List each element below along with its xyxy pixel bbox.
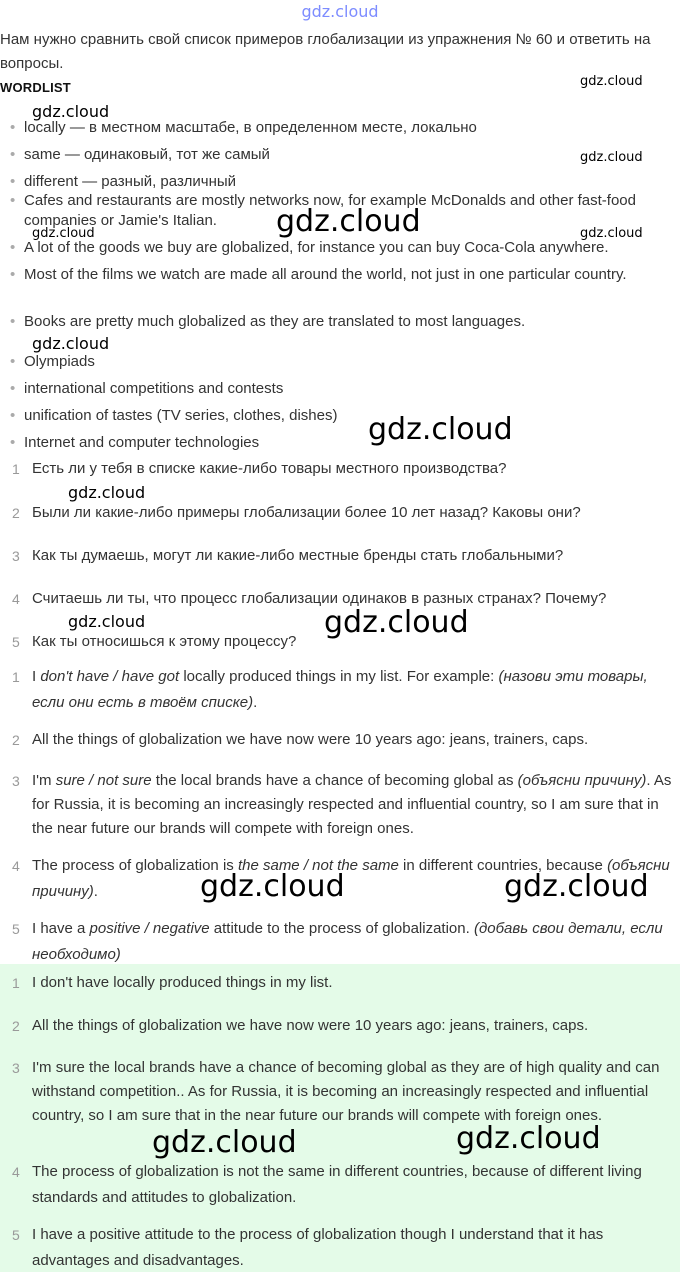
answer-item: 4 The process of globalization is not the same in different countries, because of different living standards and attitudes to globalization. <box>12 1163 642 1206</box>
template-item: 2 All the things of globalization we have now were 10 years ago: jeans, trainers, caps. <box>12 731 589 748</box>
wordlist-item: • same — одинаковый, тот же самый <box>10 146 270 163</box>
watermark: gdz.cloud <box>580 226 643 241</box>
wordlist-item: • Cafes and restaurants are mostly networks now, for example McDonalds and other fast-food companies or Jamie's Italian. <box>10 192 636 229</box>
watermark: gdz.cloud <box>200 869 345 904</box>
answer-item: 2 All the things of globalization we have now were 10 years ago: jeans, trainers, caps. <box>12 1017 589 1034</box>
template-item: 1 I don't have / have got locally produced things in my list. For example: (назови эти товары, если они есть в твоём списке). <box>12 668 648 711</box>
wordlist-item: • Olympiads <box>10 353 95 370</box>
question-item: 4 Считаешь ли ты, что процесс глобализации одинаков в разных странах? Почему? <box>12 590 607 607</box>
question-item: 2 Были ли какие-либо примеры глобализации более 10 лет назад? Каковы они? <box>12 504 581 521</box>
watermark: gdz.cloud <box>580 74 643 89</box>
watermark: gdz.cloud <box>32 226 95 241</box>
wordlist-item: • A lot of the goods we buy are globalized, for instance you can buy Coca-Cola anywhere. <box>10 239 609 256</box>
answers-block <box>0 964 680 1272</box>
template-item: 4 The process of globalization is the same / not the same in different countries, because (объясни причину). <box>12 857 670 900</box>
answer-item: 3 I'm sure the local brands have a chance of becoming global as they are of high quality and can withstand competition.. As for Russia, it is becoming an increasingly respected and influential country, so I am sure that in the near future our brands will compete with foreign ones. <box>12 1059 660 1124</box>
wordlist-item: • different — разный, различный <box>10 173 237 190</box>
template-item: 3 I'm sure / not sure the local brands have a chance of becoming global as (объясни причину). As for Russia, it is becoming an increasingly respected and influential country, so I am sure that in the near future our brands will compete with foreign ones. <box>12 772 672 837</box>
wordlist-item: • locally — в местном масштабе, в определенном месте, локально <box>10 119 477 136</box>
watermark: gdz.cloud <box>456 1121 601 1156</box>
watermark: gdz.cloud <box>324 605 469 640</box>
watermark: gdz.cloud <box>68 483 146 502</box>
watermark: gdz.cloud <box>504 869 649 904</box>
answer-item: 5 I have a positive attitude to the process of globalization though I understand that it has advantages and disadvantages. <box>12 1226 604 1269</box>
wordlist-item: • unification of tastes (TV series, clothes, dishes) <box>10 407 338 424</box>
intro-text: Нам нужно сравнить свой список примеров глобализации из упражнения № 60 и ответить на вопросы. <box>0 31 651 72</box>
watermark: gdz.cloud <box>368 412 513 447</box>
watermark: gdz.cloud <box>276 204 421 239</box>
question-item: 1 Есть ли у тебя в списке какие-либо товары местного производства? <box>12 460 507 477</box>
watermark: gdz.cloud <box>152 1125 297 1160</box>
question-item: 3 Как ты думаешь, могут ли какие-либо местные бренды стать глобальными? <box>12 547 564 564</box>
question-item: 5 Как ты относишься к этому процессу? <box>12 633 297 650</box>
wordlist-item: • Most of the films we watch are made all around the world, not just in one particular country. <box>10 266 627 283</box>
answer-item: 1 I don't have locally produced things in my list. <box>12 974 333 991</box>
watermark: gdz.cloud <box>68 612 146 631</box>
wordlist-heading: WORDLIST <box>0 80 71 95</box>
template-item: 5 I have a positive / negative attitude to the process of globalization. (добавь свои детали, если необходимо) <box>12 920 663 963</box>
watermark: gdz.cloud <box>32 334 110 353</box>
wordlist-item: • Books are pretty much globalized as they are translated to most languages. <box>10 313 526 330</box>
wordlist-item: • international competitions and contests <box>10 380 284 397</box>
site-brand-header[interactable]: gdz.cloud <box>301 2 379 21</box>
watermark: gdz.cloud <box>580 150 643 165</box>
wordlist-item: • Internet and computer technologies <box>10 434 260 451</box>
watermark: gdz.cloud <box>32 102 110 121</box>
